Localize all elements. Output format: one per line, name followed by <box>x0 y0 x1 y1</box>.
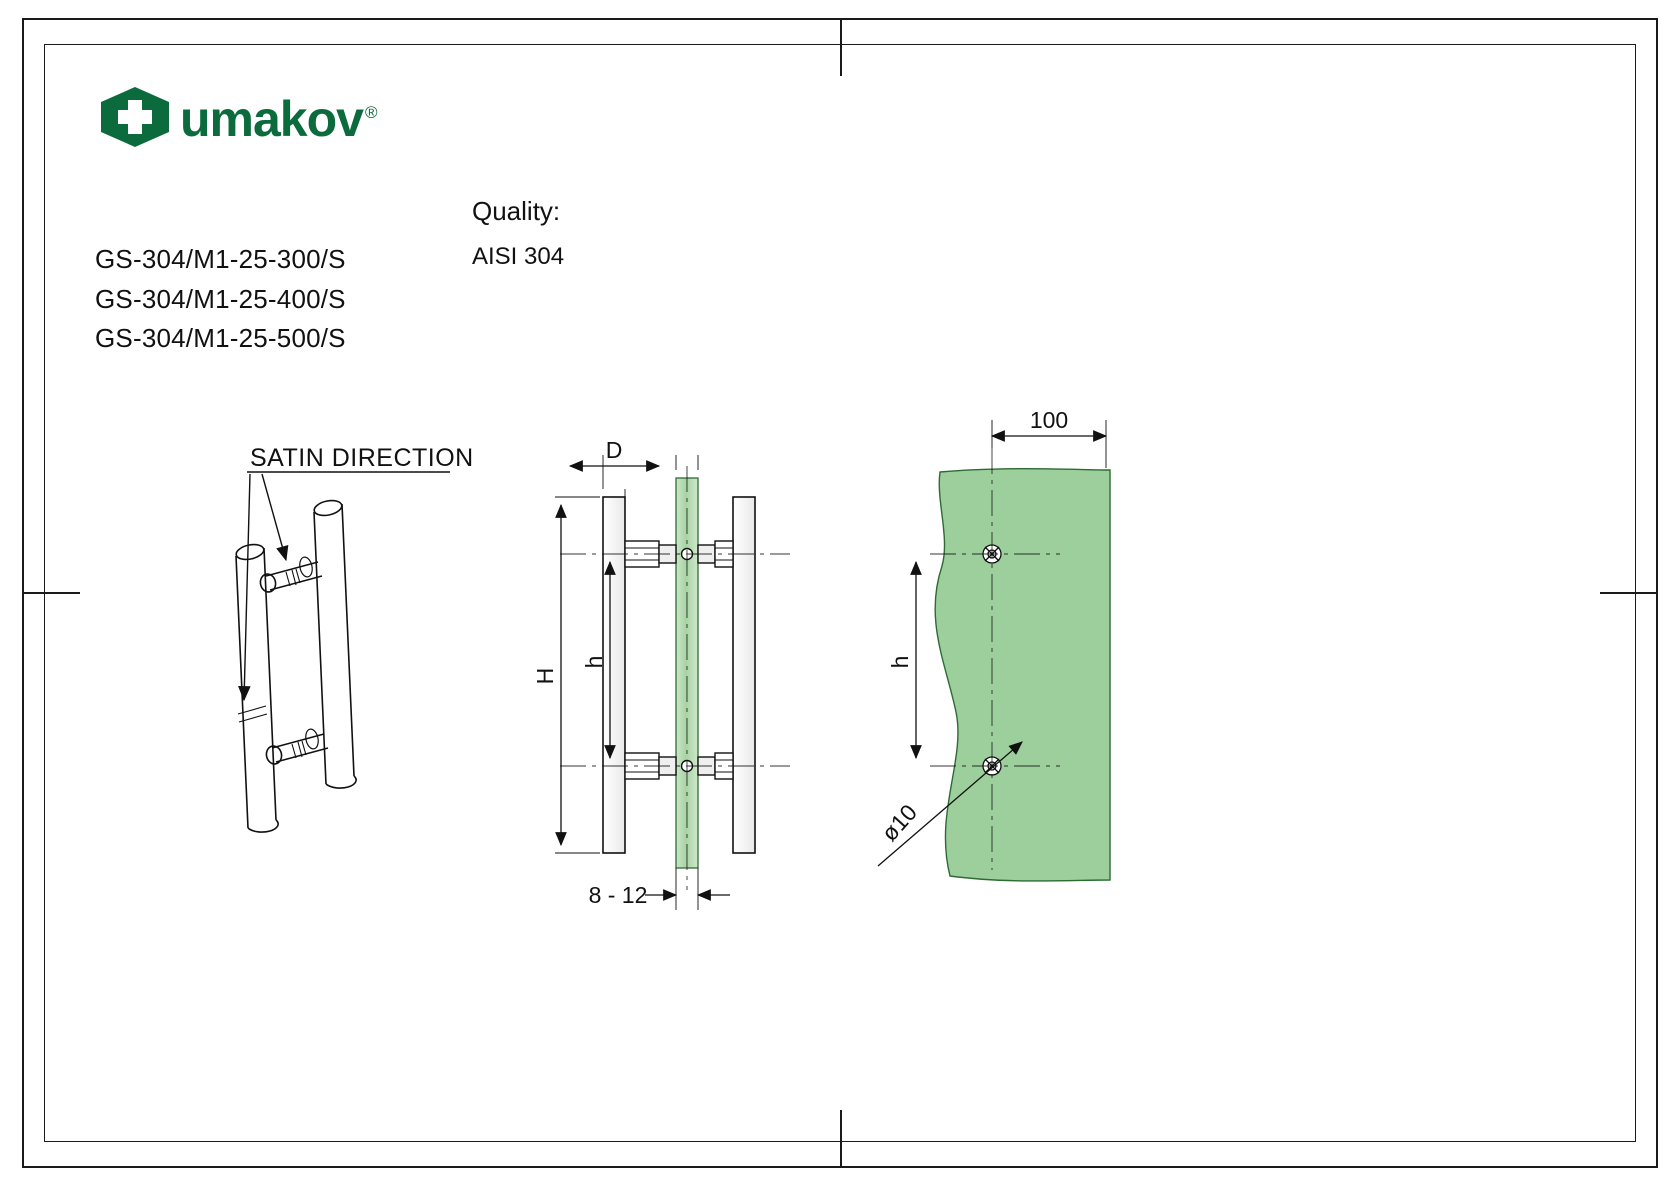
product-code: GS-304/M1-25-500/S <box>95 323 346 354</box>
right-tube <box>733 497 755 853</box>
dimension-glass-thickness-label: 8 - 12 <box>588 882 648 908</box>
registered-mark: ® <box>364 103 377 123</box>
quality-label: Quality: <box>472 196 561 226</box>
brand-name: umakov ® <box>180 91 377 147</box>
dimension-h-front-label: h <box>581 655 607 669</box>
isometric-handle-view <box>235 472 450 832</box>
product-code: GS-304/M1-25-300/S <box>95 244 346 274</box>
iso-front-tube <box>313 498 356 788</box>
iso-lower-fixing <box>265 728 328 765</box>
dimension-D-label: D <box>605 437 623 463</box>
front-extension-lines <box>555 455 730 910</box>
glass-outline <box>935 469 1110 881</box>
dimension-100-label: 100 <box>1029 407 1069 433</box>
quality-value: AISI 304 <box>472 243 565 270</box>
satin-direction-label: SATIN DIRECTION <box>250 444 474 472</box>
iso-upper-fixing <box>259 556 322 593</box>
side-glass-view <box>876 407 1110 881</box>
front-section-view <box>532 437 790 910</box>
dimension-diameter-label: ø10 <box>876 799 922 847</box>
dimension-H-label: H <box>532 667 558 685</box>
dimension-h-side-label: h <box>887 655 913 669</box>
iso-rear-tube <box>235 542 278 832</box>
product-code: GS-304/M1-25-400/S <box>95 283 346 314</box>
left-tube <box>603 497 625 853</box>
